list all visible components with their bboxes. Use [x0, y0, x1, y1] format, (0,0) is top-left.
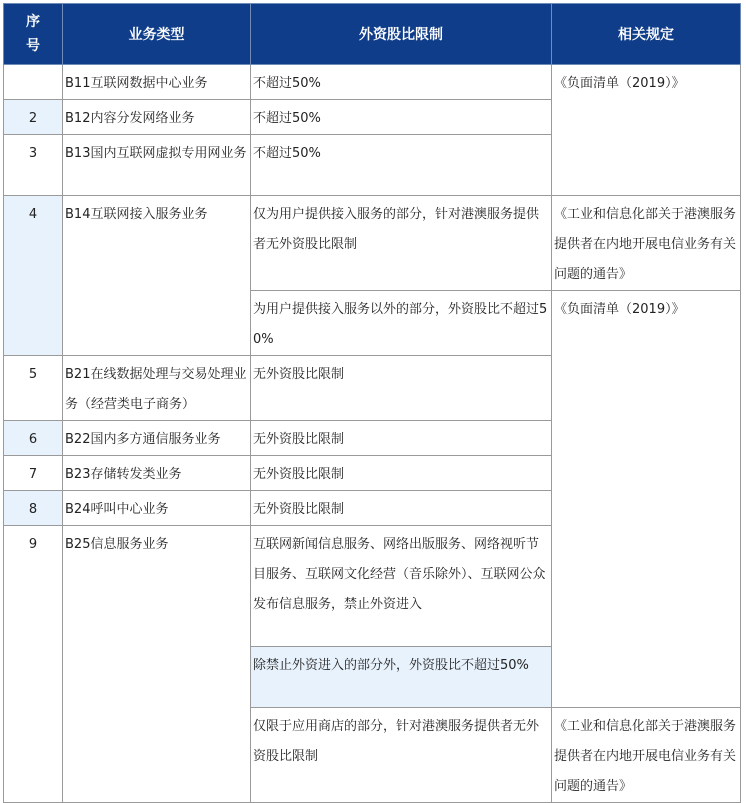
- cell-regulation: 《负面清单（2019）》: [552, 291, 741, 708]
- cell-type: B23存储转发类业务: [63, 456, 251, 491]
- cell-limit: 不超过50%: [251, 100, 552, 135]
- cell-regulation: 《工业和信息化部关于港澳服务提供者在内地开展电信业务有关问题的通告》: [552, 196, 741, 291]
- cell-limit: 为用户提供接入服务以外的部分，外资股比不超过50%: [251, 291, 552, 356]
- cell-limit: 仅限于应用商店的部分，针对港澳服务提供者无外资股比限制: [251, 708, 552, 803]
- cell-seq: 9: [4, 526, 63, 803]
- cell-type: B21在线数据处理与交易处理业务（经营类电子商务）: [63, 356, 251, 421]
- cell-limit: 不超过50%: [251, 135, 552, 196]
- cell-limit: 无外资股比限制: [251, 456, 552, 491]
- header-foreign-limit: 外资股比限制: [251, 4, 552, 65]
- cell-seq: 3: [4, 135, 63, 196]
- cell-regulation: 《工业和信息化部关于港澳服务提供者在内地开展电信业务有关问题的通告》: [552, 708, 741, 803]
- header-regulation: 相关规定: [552, 4, 741, 65]
- cell-regulation: 《负面清单（2019）》: [552, 65, 741, 196]
- cell-seq: 2: [4, 100, 63, 135]
- table-row: [4, 65, 741, 100]
- cell-limit: 无外资股比限制: [251, 491, 552, 526]
- cell-type: B14互联网接入服务业务: [63, 196, 251, 356]
- cell-type: B13国内互联网虚拟专用网业务: [63, 135, 251, 196]
- cell-limit: 无外资股比限制: [251, 356, 552, 421]
- cell-type: B12内容分发网络业务: [63, 100, 251, 135]
- cell-seq: 4: [4, 196, 63, 356]
- cell-type: B22国内多方通信服务业务: [63, 421, 251, 456]
- cell-type: B24呼叫中心业务: [63, 491, 251, 526]
- cell-limit: 除禁止外资进入的部分外，外资股比不超过50%: [251, 647, 552, 708]
- cell-limit: 仅为用户提供接入服务的部分，针对港澳服务提供者无外资股比限制: [251, 196, 552, 291]
- cell-type: B25信息服务业务: [63, 526, 251, 803]
- cell-seq: 5: [4, 356, 63, 421]
- cell-limit: 互联网新闻信息服务、网络出版服务、网络视听节目服务、互联网文化经营（音乐除外）、互联网公众发布信息服务，禁止外资进入: [251, 526, 552, 647]
- cell-limit: 无外资股比限制: [251, 421, 552, 456]
- header-seq: 序 号: [4, 4, 63, 65]
- cell-seq: 7: [4, 456, 63, 491]
- cell-seq: 8: [4, 491, 63, 526]
- regulation-table: [3, 3, 741, 803]
- cell-seq: [4, 65, 63, 100]
- cell-limit: 不超过50%: [251, 65, 552, 100]
- cell-seq: 6: [4, 421, 63, 456]
- header-business-type: 业务类型: [63, 4, 251, 65]
- table-row: [4, 196, 741, 291]
- cell-type: B11互联网数据中心业务: [63, 65, 251, 100]
- table-header-row: [4, 4, 741, 65]
